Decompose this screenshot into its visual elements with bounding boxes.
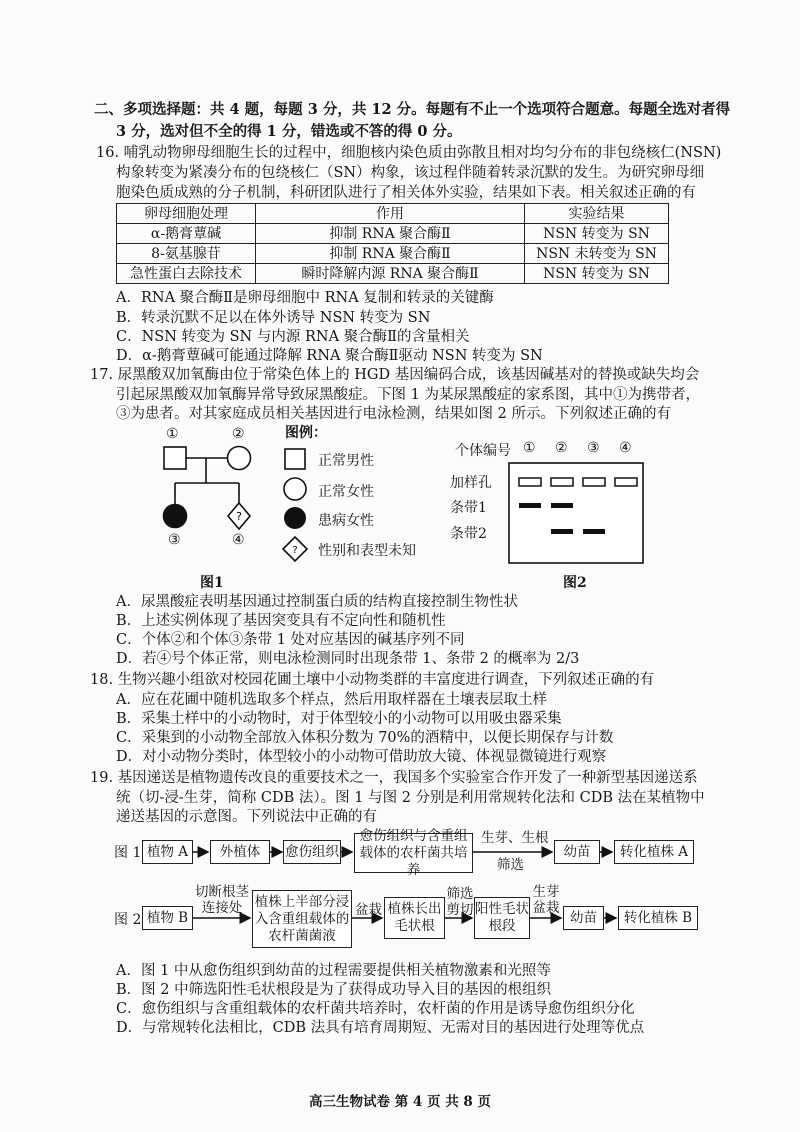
pedigree-label-3: ③	[168, 532, 181, 548]
legend-female-label: 正常女性	[318, 484, 374, 500]
table-cell: NSN 转变为 SN	[525, 264, 669, 284]
gel-id-3: ③	[587, 440, 600, 456]
q18-option-c: C．采集到的小动物全部放入体积分数为 70%的酒精中，以便长期保存与计数	[116, 730, 614, 746]
fig1-box-seedling: 幼苗	[554, 840, 600, 864]
q16-option-b: B．转录沉默不足以在体外诱导 NSN 转变为 SN	[116, 310, 431, 326]
fig2-box-immerse: 植株上半部分浸入含重组载体的农杆菌菌液	[252, 890, 352, 948]
gel-well-label: 加样孔	[450, 475, 492, 491]
table-header: 实验结果	[525, 204, 669, 224]
gel-header: 个体编号	[455, 443, 511, 459]
fig2-arrow-bud-label: 生芽盆栽	[532, 884, 560, 916]
table-cell: 抑制 RNA 聚合酶Ⅱ	[256, 224, 525, 244]
table-cell: NSN 转变为 SN	[525, 224, 669, 244]
q17-option-b: B．上述实例体现了基因突变具有不定向性和随机性	[116, 613, 446, 629]
q16-stem-1: 16. 哺乳动物卵母细胞生长的过程中，细胞核内染色质由弥散且相对均匀分布的非包绕核仁(NSN)	[96, 145, 722, 161]
q18-option-d: D．对小动物分类时，体型较小的小动物可借助放大镜、体视显微镜进行观察	[116, 749, 607, 765]
legend-male-label: 正常男性	[318, 453, 374, 469]
q16-stem-3: 胞染色质成熟的分子机制，科研团队进行了相关体外实验，结果如下表。相关叙述正确的有	[116, 185, 696, 201]
pedigree-label-1: ①	[166, 426, 179, 442]
fig1-box-explant: 外植体	[210, 840, 270, 864]
q19-stem-2: 统（切-浸-生芽，简称 CDB 法）。图 1 与图 2 分别是利用常规转化法和 CDB 法在某植物中	[116, 790, 705, 806]
gel-band1-label: 条带1	[450, 500, 487, 516]
q17-option-d: D．若④号个体正常，则电泳检测同时出现条带 1、条带 2 的概率为 2/3	[116, 651, 580, 667]
gel-band2-label: 条带2	[450, 526, 487, 542]
fig2-arrow-cut-label: 切断根茎连接处	[195, 884, 249, 916]
fig1-box-plant-a: 植物 A	[142, 840, 193, 864]
q18-stem: 18. 生物兴趣小组欲对校园花圃土壤中小动物类群的丰富度进行调查，下列叙述正确的有	[90, 672, 655, 688]
q17-stem-3: ③为患者。对其家庭成员相关基因进行电泳检测，结果如图 2 所示。下列叙述正确的有	[116, 406, 671, 422]
page-footer: 高三生物试卷 第 4 页 共 8 页	[309, 1094, 491, 1110]
q19-stem-3: 递送基因的示意图。下列说法中正确的有	[116, 809, 377, 825]
q19-option-b: B．图 2 中筛选阳性毛状根段是为了获得成功导入目的基因的根组织	[116, 982, 552, 998]
q16-option-d: D．α-鹅膏蕈碱可能通过降解 RNA 聚合酶Ⅱ驱动 NSN 转变为 SN	[116, 348, 543, 364]
table-cell: 急性蛋白去除技术	[117, 264, 256, 284]
q19-stem-1: 19. 基因递送是植物遗传改良的重要技术之一，我国多个实验室合作开发了一种新型基因递送系	[90, 770, 698, 786]
table-cell: 瞬时降解内源 RNA 聚合酶Ⅱ	[256, 264, 525, 284]
table-cell: 8-氨基腺苷	[117, 244, 256, 264]
section-heading: 二、多项选择题：共 4 题，每题 3 分，共 12 分。每题有不止一个选项符合题意。每题全选对者得	[94, 101, 731, 118]
q17-option-a: A．尿黑酸症表明基因通过控制蛋白质的结构直接控制生物性状	[116, 594, 518, 610]
unknown-mark: ?	[236, 510, 242, 523]
fig2-box-positive-segment: 阳性毛状根段	[474, 897, 530, 939]
fig2-box-plant-b: 植物 B	[142, 906, 193, 930]
fig1-box-transgenic-a: 转化植株 A	[614, 840, 694, 864]
q16-option-a: A．RNA 聚合酶Ⅱ是卵母细胞中 RNA 复制和转录的关键酶	[116, 290, 494, 306]
pedigree-label-4: ④	[232, 532, 245, 548]
table-cell: NSN 未转变为 SN	[525, 244, 669, 264]
fig1-caption: 图1	[200, 575, 224, 591]
fig2-caption: 图2	[563, 575, 587, 591]
gel-id-4: ④	[619, 440, 632, 456]
q19-option-c: C．愈伤组织与含重组载体的农杆菌共培养时，农杆菌的作用是诱导愈伤组织分化	[116, 1001, 635, 1017]
q18-option-b: B．采集土样中的小动物时，对于体型较小的小动物可以用吸虫器采集	[116, 711, 562, 727]
legend-affected-label: 患病女性	[318, 513, 374, 529]
fig2-arrow-screen-label: 筛选剪切	[446, 886, 474, 918]
table-cell: α-鹅膏蕈碱	[117, 224, 256, 244]
fig2-box-seedling: 幼苗	[563, 906, 604, 930]
q19-fig2-label: 图 2	[114, 912, 142, 928]
table-cell: 抑制 RNA 聚合酶Ⅱ	[256, 244, 525, 264]
pedigree-label-2: ②	[232, 426, 245, 442]
fig2-box-transgenic-b: 转化植株 B	[618, 906, 698, 930]
fig2-arrow-pot-label: 盆栽	[355, 902, 382, 918]
legend-unknown-label: 性别和表型未知	[318, 543, 416, 559]
q17-stem-2: 引起尿黑酸双加氧酶异常导致尿黑酸症。下图 1 为某尿黑酸症的家系图，其中①为携带者，	[116, 387, 700, 403]
q16-option-c: C．NSN 转变为 SN 与内源 RNA 聚合酶Ⅱ的含量相关	[116, 329, 470, 345]
fig1-arrow-bottom-label: 筛选	[497, 857, 524, 873]
fig1-box-coculture: 愈伤组织与含重组载体的农杆菌共培养	[354, 833, 473, 873]
table-header: 作用	[256, 204, 525, 224]
fig1-arrow-top-label: 生芽、生根	[481, 830, 549, 846]
q17-option-c: C．个体②和个体③条带 1 处对应基因的碱基序列不同	[116, 632, 465, 648]
gel-id-1: ①	[523, 440, 536, 456]
section-heading-line2: 3 分，选对但不全的得 1 分，错选或不答的得 0 分。	[116, 123, 462, 140]
gel-id-2: ②	[555, 440, 568, 456]
q18-option-a: A．应在花圃中随机选取多个样点，然后用取样器在土壤表层取土样	[116, 692, 547, 708]
table-header: 卵母细胞处理	[117, 204, 256, 224]
q17-stem-1: 17. 尿黑酸双加氧酶由位于常染色体上的 HGD 基因编码合成，该基因碱基对的替换或缺失均会	[90, 367, 700, 383]
q19-option-d: D．与常规转化法相比，CDB 法具有培育周期短、无需对目的基因进行处理等优点	[116, 1020, 645, 1036]
q19-option-a: A．图 1 中从愈伤组织到幼苗的过程需要提供相关植物激素和光照等	[116, 963, 551, 979]
legend-unknown-mark: ?	[292, 545, 298, 556]
fig1-box-callus: 愈伤组织	[283, 840, 341, 864]
q19-fig1-label: 图 1	[114, 845, 142, 861]
fig2-box-hairy-root: 植株长出毛状根	[384, 897, 445, 939]
q16-stem-2: 构象转变为紧凑分布的包绕核仁（SN）构象，该过程伴随着转录沉默的发生。为研究卵母细	[116, 165, 705, 181]
legend-title: 图例：	[285, 425, 327, 441]
